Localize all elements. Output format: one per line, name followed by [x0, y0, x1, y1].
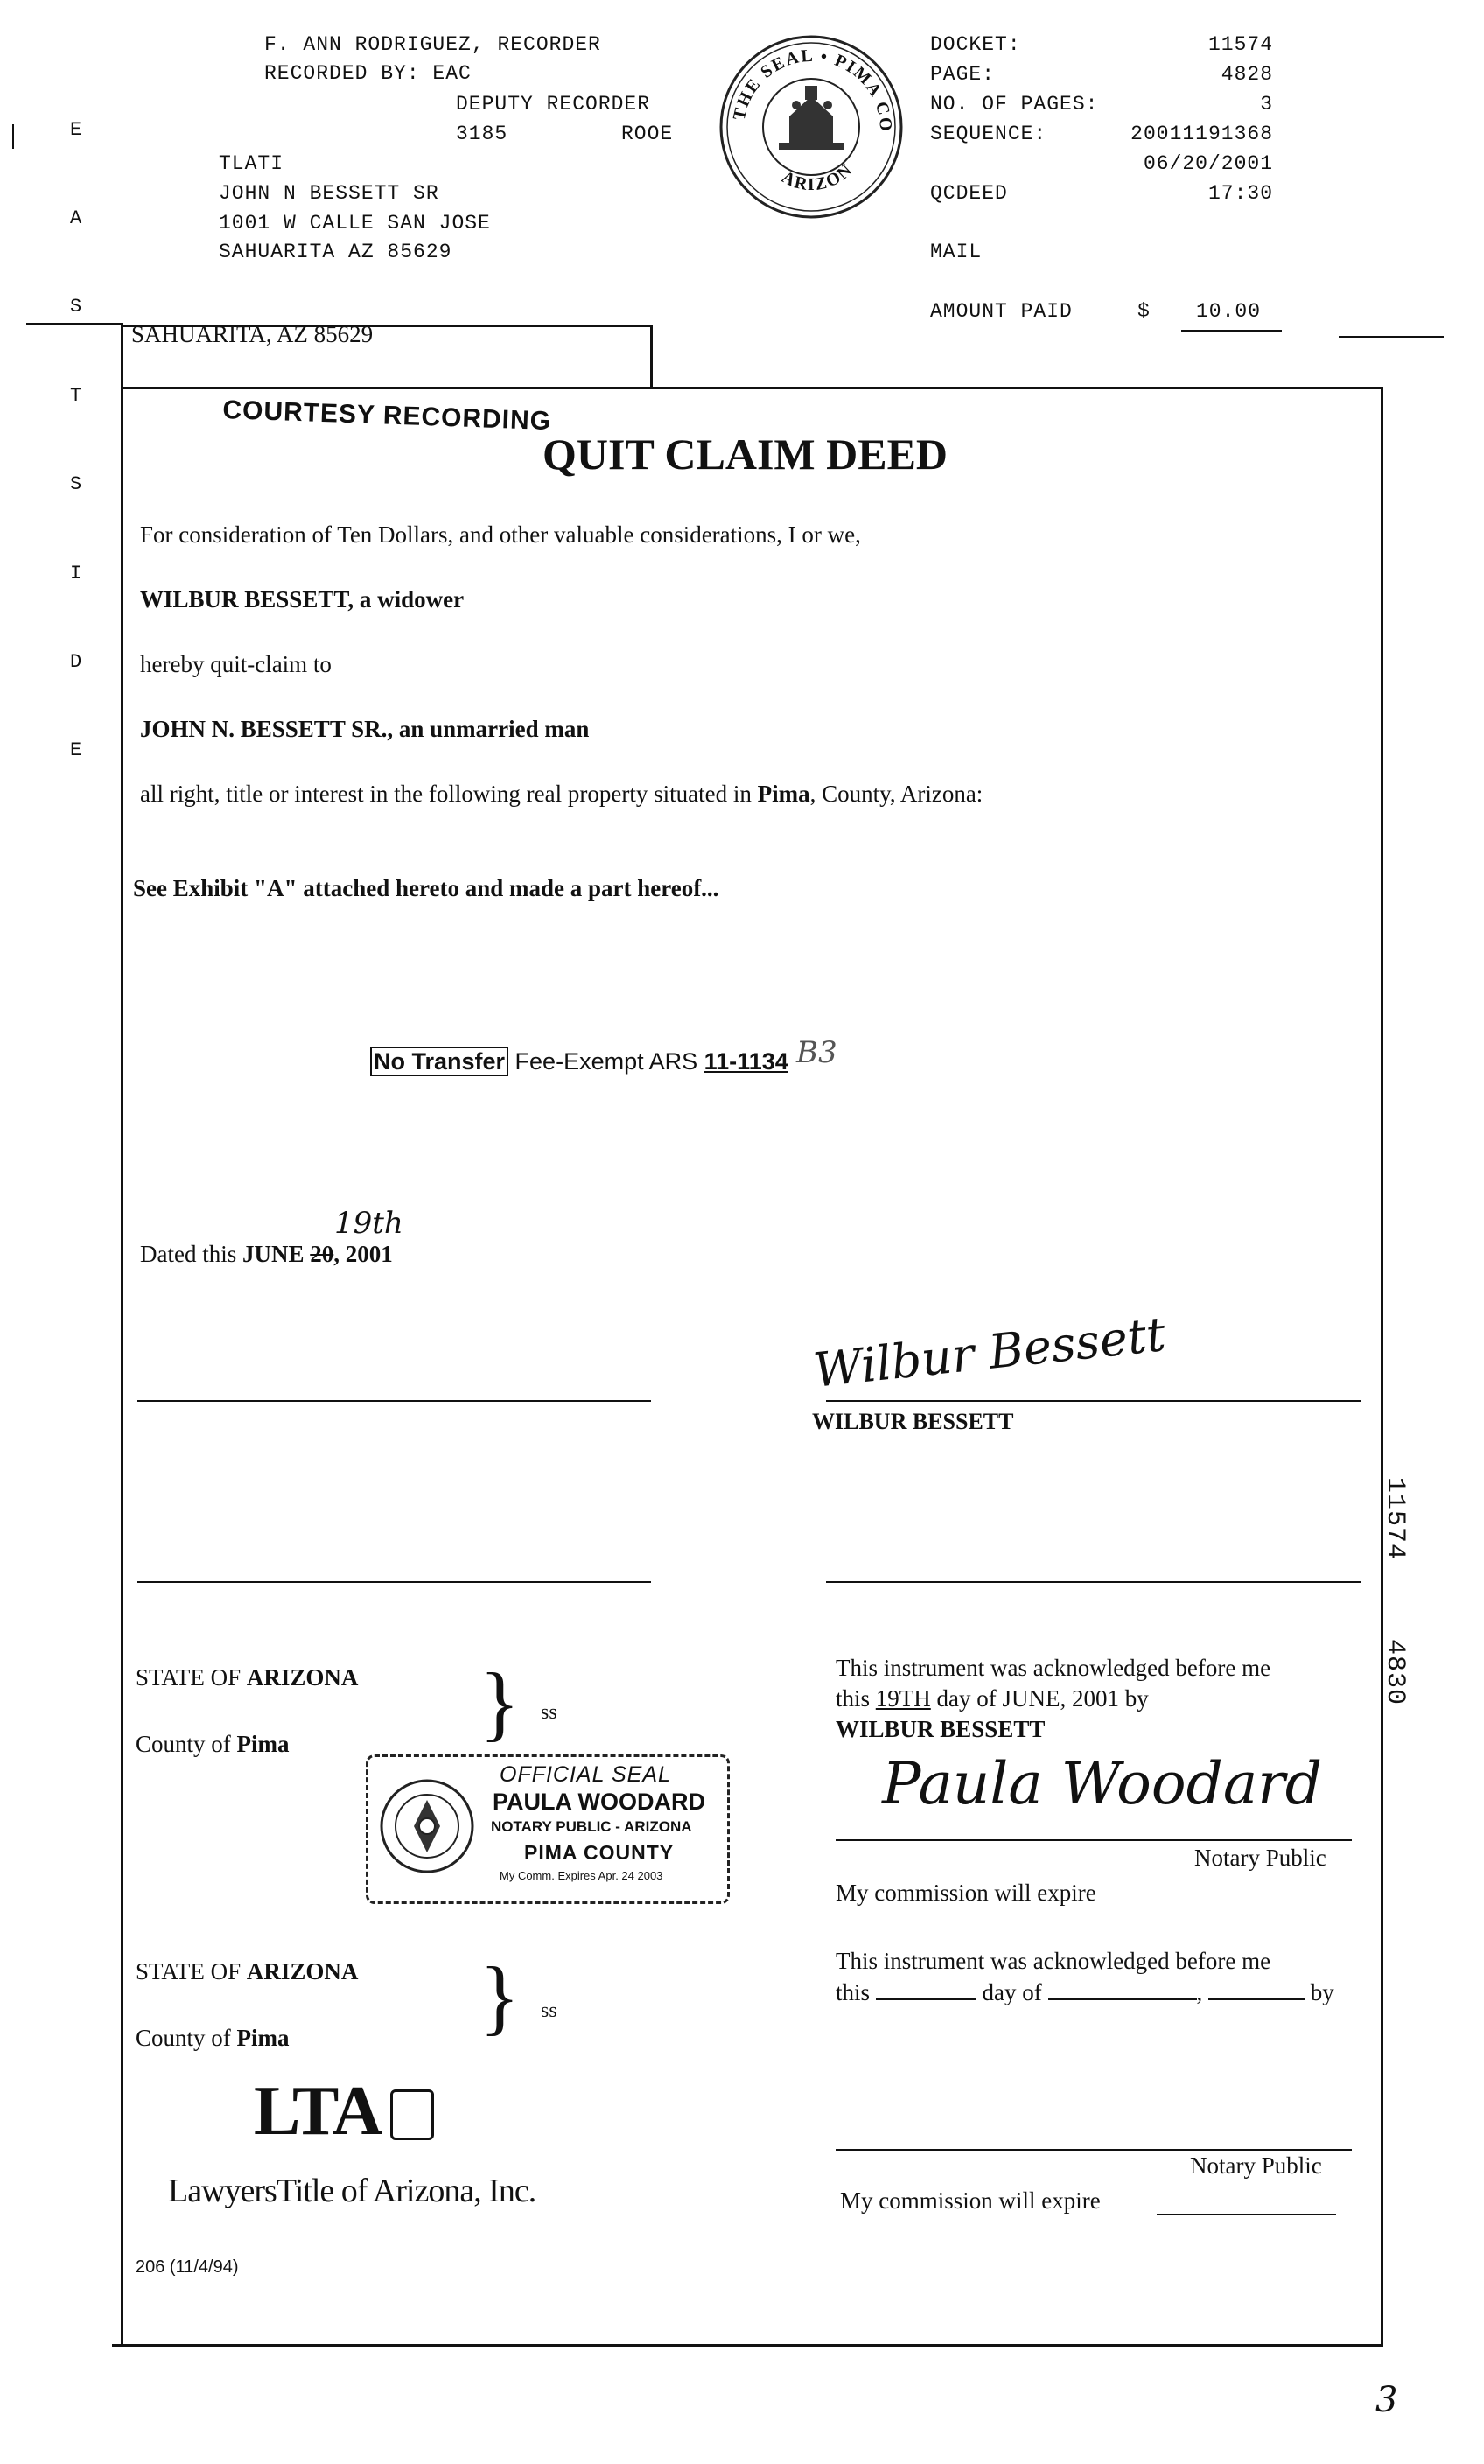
ack2-commission: My commission will expire	[840, 2188, 1101, 2214]
notary-official-seal	[366, 1754, 730, 1904]
witness-line-2	[137, 1581, 651, 1583]
pages-label: NO. OF PAGES:	[930, 93, 1099, 116]
ack2-commission-blank[interactable]	[1157, 2214, 1336, 2216]
pages-value: 3	[1260, 93, 1273, 116]
notary-stamp-line-2: PAULA WOODARD	[493, 1788, 705, 1815]
ack1-line-1: This instrument was acknowledged before me	[836, 1655, 1271, 1681]
recorded-by: RECORDED BY: EAC	[264, 62, 472, 85]
ack1-line-2: this 19TH day of JUNE, 2001 by	[836, 1685, 1149, 1712]
ack2-notary-line[interactable]	[836, 2149, 1352, 2151]
dated-handwritten-day: 19th	[334, 1206, 403, 1241]
ack2-notary-label: Notary Public	[1190, 2152, 1322, 2179]
fee-handwritten-code: B3	[796, 1035, 837, 1070]
grantor-name: WILBUR BESSETT, a widower	[140, 586, 465, 612]
sequence-value: 20011191368	[1130, 122, 1273, 145]
ack1-signer: WILBUR BESSETT	[836, 1716, 1046, 1742]
mail-label: MAIL	[930, 241, 983, 263]
mail-to-line-1: TLATI	[219, 152, 284, 175]
docket-value: 11574	[1208, 33, 1273, 56]
record-date: 06/20/2001	[1143, 152, 1273, 175]
record-time: 17:30	[1208, 182, 1273, 205]
ack2-line-2: this day of , by	[836, 1979, 1334, 2006]
dated-struck-day: 20	[310, 1241, 334, 1267]
seal-bottom-text: ARIZON	[778, 159, 858, 195]
arizona-seal-icon	[379, 1778, 475, 1874]
notary-stamp-line-5: My Comm. Expires Apr. 24 2003	[500, 1869, 663, 1882]
doc-type: QCDEED	[930, 182, 1008, 205]
lta-logo-mark: LTA	[254, 2073, 382, 2150]
quit-claim-phrase: hereby quit-claim to	[140, 651, 332, 677]
top-left-rule	[26, 323, 122, 325]
consideration-paragraph: For consideration of Ten Dollars, and other valuable considerations, I or we,	[140, 522, 861, 548]
top-right-rule	[1339, 336, 1444, 338]
margin-page-number: 4830	[1380, 1639, 1410, 1706]
sequence-label: SEQUENCE:	[930, 122, 1047, 145]
ack1-commission: My commission will expire	[836, 1880, 1096, 1906]
amount-value: 10.00	[1196, 300, 1262, 323]
ack2-brace: }	[480, 1950, 521, 2043]
grantor-signature-line	[826, 1400, 1361, 1402]
transfer-fee-stamp: No Transfer Fee-Exempt ARS 11-1134	[370, 1048, 788, 1075]
docket-label: DOCKET:	[930, 33, 1021, 56]
amount-label: AMOUNT PAID	[930, 300, 1073, 323]
seal-top-text: THE SEAL • PIMA CO	[729, 46, 896, 134]
side-label: E A S T S I D E	[70, 118, 83, 762]
recorder-code-2: ROOE	[621, 122, 674, 145]
ack1-state: STATE OF ARIZONA	[136, 1664, 359, 1690]
notary-stamp-line-4: PIMA COUNTY	[524, 1841, 675, 1864]
deputy-recorder: DEPUTY RECORDER	[456, 93, 651, 116]
witness-line-1	[137, 1400, 651, 1402]
mail-to-line-3: 1001 W CALLE SAN JOSE	[219, 212, 491, 234]
ack2-county: County of Pima	[136, 2025, 290, 2051]
ack1-notary-line	[836, 1839, 1352, 1841]
courtesy-recording-stamp: COURTESY RECORDING	[221, 396, 552, 437]
notary-signature: Paula Woodard	[882, 1750, 1322, 1817]
exhibit-reference: See Exhibit "A" attached hereto and made a part hereof...	[133, 875, 719, 901]
grantor-printed-name: WILBUR BESSETT	[812, 1409, 1014, 1434]
form-code: 206 (11/4/94)	[136, 2258, 239, 2277]
frame-left	[121, 323, 123, 2347]
recorder-code-1: 3185	[456, 122, 508, 145]
page-mark: 3	[1376, 2380, 1398, 2420]
left-edge-mark	[12, 124, 14, 149]
property-paragraph: all right, title or interest in the following real property situated in Pima, County, Arizona:	[140, 780, 984, 807]
frame-top	[121, 387, 1383, 389]
page-value: 4828	[1221, 63, 1273, 86]
second-signature-line	[826, 1581, 1361, 1583]
notary-stamp-line-3: NOTARY PUBLIC - ARIZONA	[491, 1818, 692, 1835]
frame-bottom	[112, 2344, 1383, 2347]
frame-right	[1381, 387, 1383, 2347]
notary-stamp-line-1: OFFICIAL SEAL	[500, 1762, 671, 1787]
document-title: QUIT CLAIM DEED	[542, 430, 948, 479]
amount-underline	[1181, 330, 1282, 332]
ack1-county: County of Pima	[136, 1731, 290, 1757]
margin-docket-number: 11574	[1380, 1477, 1410, 1561]
ack2-ss: ss	[541, 1999, 557, 2022]
ack2-year-blank[interactable]	[1208, 1979, 1305, 2000]
property-county: Pima	[757, 780, 810, 807]
amount-currency: $	[1138, 300, 1151, 323]
mail-to-line-4: SAHUARITA AZ 85629	[219, 241, 452, 263]
mail-to-line-2: JOHN N BESSETT SR	[219, 182, 439, 205]
grantee-name: JOHN N. BESSETT SR., an unmarried man	[140, 716, 590, 742]
recorder-name: F. ANN RODRIGUEZ, RECORDER	[264, 33, 601, 56]
lta-logo-name: LawyersTitle of Arizona, Inc.	[168, 2173, 536, 2209]
return-box-right	[650, 326, 653, 387]
ack1-ss: ss	[541, 1701, 557, 1724]
ack1-notary-label: Notary Public	[1194, 1844, 1326, 1871]
arizona-outline-icon	[390, 2090, 434, 2140]
grantor-signature: Wilbur Bessett	[810, 1306, 1168, 1398]
ack1-day: 19TH	[875, 1685, 931, 1712]
seal-graphic	[718, 33, 906, 221]
page-label: PAGE:	[930, 63, 996, 86]
ack1-brace: }	[480, 1656, 521, 1749]
return-city: SAHUARITA, AZ 85629	[131, 321, 374, 347]
ack2-month-blank[interactable]	[1048, 1979, 1197, 2000]
ack2-line-1: This instrument was acknowledged before me	[836, 1948, 1271, 1974]
ack2-day-blank[interactable]	[876, 1979, 976, 2000]
dated-line: Dated this JUNE 20, 2001	[140, 1241, 393, 1267]
ack2-state: STATE OF ARIZONA	[136, 1958, 359, 1984]
county-seal	[718, 33, 906, 221]
